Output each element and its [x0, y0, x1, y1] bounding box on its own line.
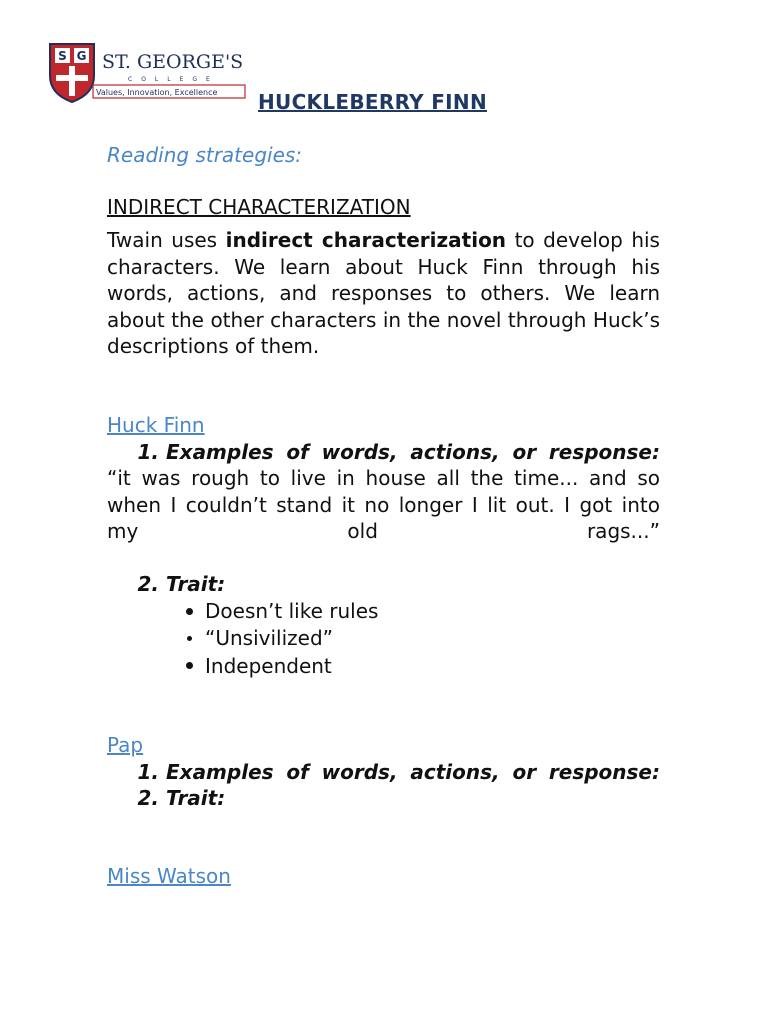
document-title: HUCKLEBERRY FINN: [258, 90, 487, 114]
character-name-link[interactable]: Miss Watson: [107, 864, 231, 888]
huck-quote: “it was rough to live in house all the time... and so when I couldn’t stand it no longer I lit out. I got into my old rags...”: [107, 466, 660, 543]
shield-letter-g: G: [76, 49, 87, 63]
logo-name: ST. GEORGE'S: [102, 51, 244, 73]
item-number: 1.: [137, 759, 159, 784]
shield-letter-s: S: [58, 49, 67, 63]
section-heading: INDIRECT CHARACTERIZATION: [107, 195, 411, 219]
character-miss-watson: [107, 863, 660, 890]
numbered-item-trait: [107, 785, 660, 812]
item-label-trait: Trait:: [166, 572, 226, 596]
item-label-examples: Examples of words, actions, or response:: [166, 759, 660, 784]
list-item: Independent: [107, 652, 660, 680]
item-label-trait: Trait:: [166, 786, 226, 810]
numbered-item-examples: [107, 439, 660, 466]
character-name-link[interactable]: Pap: [107, 733, 144, 757]
intro-text-before: Twain uses: [107, 228, 226, 252]
item-number: 1.: [137, 439, 159, 464]
school-logo: [48, 42, 248, 104]
numbered-item-trait: [107, 571, 660, 598]
character-name-link[interactable]: Huck Finn: [107, 413, 205, 437]
character-huck-finn: [107, 412, 660, 679]
reading-strategies-label: Reading strategies:: [107, 143, 303, 167]
intro-paragraph: [107, 227, 660, 360]
list-item: Doesn’t like rules: [107, 598, 660, 625]
character-pap: [107, 732, 660, 812]
item-number: 2.: [137, 786, 159, 810]
list-item: “Unsivilized”: [107, 624, 660, 652]
intro-text-after: to develop his characters. We learn about Huck Finn through his words, actions, and responses to others. We learn about the other characters in the novel through Huck’s descriptions of them.: [107, 228, 660, 358]
numbered-item-examples: [107, 759, 660, 786]
item-label-examples: Examples of words, actions, or response:: [166, 439, 660, 464]
intro-bold-term: indirect characterization: [225, 228, 507, 252]
item-number: 2.: [137, 572, 159, 596]
logo-tagline: Values, Innovation, Excellence: [96, 88, 218, 97]
logo-subtitle: COLLEGE: [128, 76, 219, 83]
trait-list: [107, 598, 660, 680]
